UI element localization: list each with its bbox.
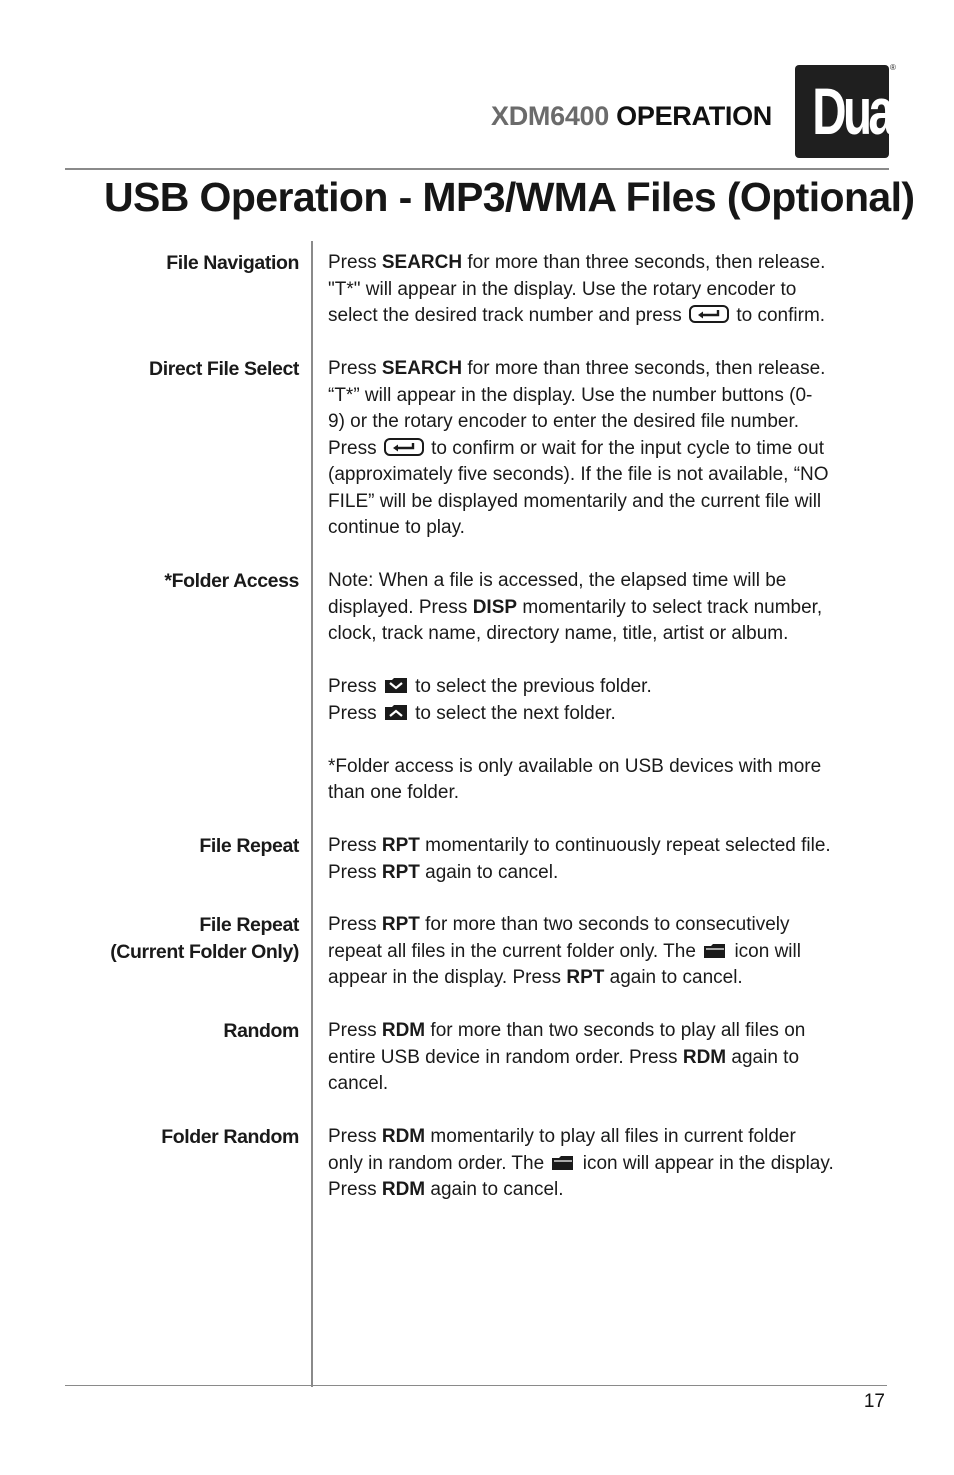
- label-file-repeat: File Repeat: [199, 835, 299, 857]
- rdm-key: RDM: [682, 1046, 727, 1068]
- header-section: OPERATION: [608, 101, 772, 131]
- label-folder-access: *Folder Access: [164, 570, 299, 592]
- model-name: XDM6400: [491, 101, 609, 131]
- text-folder-access: Note: When a file is accessed, the elapsed time will be displayed. Press DISP momentarily to select track number, clock, track name, directory name, title, artist or album. Press to select the previous folder. Press to select the next folder. *Folder access is only available on USB devices with more than one folder.: [328, 570, 823, 803]
- header-title: [491, 96, 772, 136]
- disp-key: DISP: [472, 596, 518, 618]
- rpt-key: RPT: [381, 835, 420, 856]
- registered-mark: ®: [890, 63, 896, 72]
- folder-previous-icon: [384, 677, 408, 694]
- text-random: Press RDM for more than two seconds to play all files on entire USB device in random order. Press RDM again to cancel.: [328, 1020, 806, 1094]
- label-random: Random: [223, 1020, 299, 1042]
- folder-icon: [703, 943, 727, 959]
- search-key: SEARCH: [381, 252, 463, 273]
- folder-next-icon: [384, 704, 408, 721]
- rdm-key: RDM: [381, 1179, 426, 1200]
- label-file-repeat-folder: [110, 912, 299, 966]
- enter-key-icon: [384, 438, 424, 456]
- column-divider: [311, 241, 313, 1387]
- text-direct-file-select: Press SEARCH for more than three seconds, then release. “T*” will appear in the display. Use the number buttons (0- 9) or the rotary encoder to enter the desired file number. Press to confirm or wait for the input cycle to time out (approximately five seconds). If the file is not available, “NO FILE” will be displayed momentarily and the current file will continue to play.: [328, 358, 829, 538]
- text-file-repeat: Press RPT momentarily to continuously repeat selected file. Press RPT again to cancel.: [328, 835, 831, 883]
- text-file-repeat-folder: Press RPT for more than two seconds to consecutively repeat all files in the current folder only. The icon will appear in the display. Press RPT again to cancel.: [328, 914, 801, 988]
- text-file-navigation: Press SEARCH for more than three seconds, then release. "T*" will appear in the display. Use the rotary encoder to select the desired track number and press to confirm.: [328, 252, 826, 326]
- rdm-key: RDM: [381, 1020, 426, 1041]
- label-line-2: (Current Folder Only): [110, 941, 299, 963]
- page-number: 17: [863, 1391, 885, 1412]
- brand-logo-text: Dual: [812, 74, 901, 148]
- page-title: USB Operation - MP3/WMA Files (Optional): [104, 174, 915, 220]
- header-divider: [65, 168, 889, 170]
- footer-divider: [65, 1385, 887, 1386]
- brand-logo: [795, 65, 901, 158]
- folder-icon: [551, 1155, 575, 1171]
- label-line-1: File Repeat: [199, 914, 299, 936]
- rdm-key: RDM: [381, 1126, 426, 1147]
- label-file-navigation: File Navigation: [166, 252, 299, 274]
- label-direct-file-select: Direct File Select: [149, 358, 299, 380]
- rpt-key: RPT: [381, 861, 420, 883]
- enter-key-icon: [689, 305, 729, 323]
- text-folder-random: Press RDM momentarily to play all files in current folder only in random order. The icon will appear in the display. Press RDM again to cancel.: [328, 1126, 834, 1200]
- rpt-key: RPT: [381, 914, 420, 935]
- label-folder-random: Folder Random: [161, 1126, 299, 1148]
- rpt-key: RPT: [566, 967, 605, 988]
- search-key: SEARCH: [381, 358, 463, 379]
